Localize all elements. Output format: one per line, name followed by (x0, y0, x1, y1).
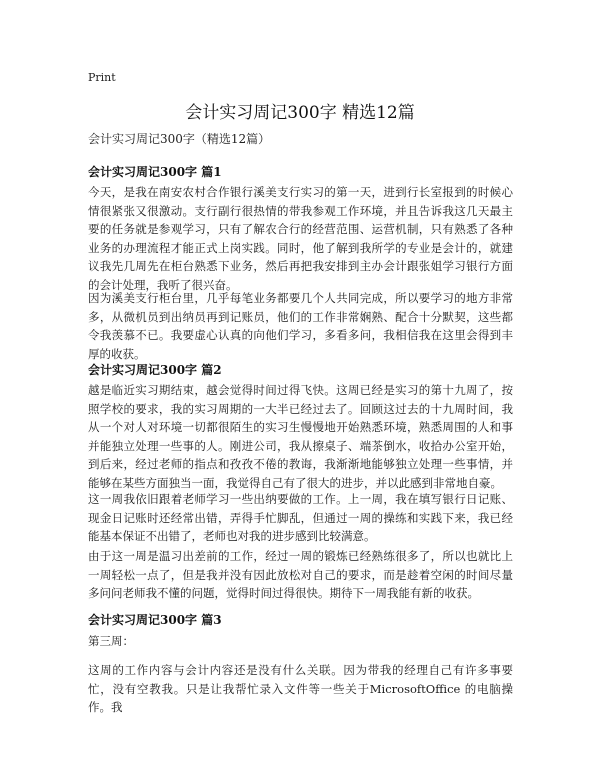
paragraph: 越是临近实习期结束，越会觉得时间过得飞快。这周已经是实习的第十九周了，按照学校的要求，我的实习周期的一大半已经过去了。回顾这过去的十九周时间，我从一个对人对环境一切都很陌生的实习生慢慢地开始熟悉环境，熟悉周围的人和事并能独立处理一些事的人。刚进公司，我从擦桌子、端茶倒水，收拾办公室开始，到后来，经过老师的指点和孜孜不倦的教诲，我渐渐地能够独立处理一些事情，并能够在某些方面独当一面，我觉得自己有了很大的进步，并以此感到非常地自豪。 (88, 383, 513, 490)
paragraph: 第三周： (88, 634, 134, 648)
paragraph: 这一周我依旧跟着老师学习一些出纳要做的工作。上一周，我在填写银行日记账、现金日记账时还经常出错，弄得手忙脚乱，但通过一周的操练和实践下来，我已经能基本保证不出错了，老师也对我的进步感到比较满意。 (88, 492, 513, 544)
print-link[interactable]: Print (88, 71, 116, 84)
section-heading-1: 会计实习周记300字 篇1 (88, 165, 222, 179)
paragraph: 由于这一周是温习出差前的工作，经过一周的锻炼已经熟练很多了，所以也就比上一周轻松一点了，但是我并没有因此放松对自己的要求，而是趁着空闲的时间尽量多问问老师我不懂的问题，觉得时间过得很快。期待下一周我能有新的收获。 (88, 549, 513, 601)
section-heading-3: 会计实习周记300字 篇3 (88, 613, 222, 627)
paragraph: 因为溪美支行柜台里，几乎每笔业务都要几个人共同完成，所以要学习的地方非常多，从微机员到出纳员再到记账员，他们的工作非常娴熟、配合十分默契，这些都令我羡慕不已。我要虚心认真的向他们学习，多看多问，我相信我在这里会得到丰厚的收获。 (88, 291, 513, 361)
document-title: 会计实习周记300字 精选12篇 (185, 103, 415, 123)
paragraph: 这周的工作内容与会计内容还是没有什么关联。因为带我的经理自己有许多事要忙，没有空教我。只是让我帮忙录入文件等一些关于MicrosoftOffice 的电脑操作。我 (88, 663, 513, 715)
paragraph: 今天，是我在南安农村合作银行溪美支行实习的第一天，进到行长室报到的时候心情很紧张又很激动。支行副行很热情的带我参观工作环境，并且告诉我这几天最主要的任务就是参观学习，只有了解农合行的经营范围、运营机制，只有熟悉了各种业务的办理流程才能正式上岗实践。同时，他了解到我所学的专业是会计的，就建议我先几周先在柜台熟悉下业务，然后再把我安排到主办会计跟张姐学习银行方面的会计处理，我听了很兴奋。 (88, 185, 513, 292)
section-heading-2: 会计实习周记300字 篇2 (88, 363, 222, 377)
document-subtitle: 会计实习周记300字（精选12篇） (88, 132, 271, 146)
